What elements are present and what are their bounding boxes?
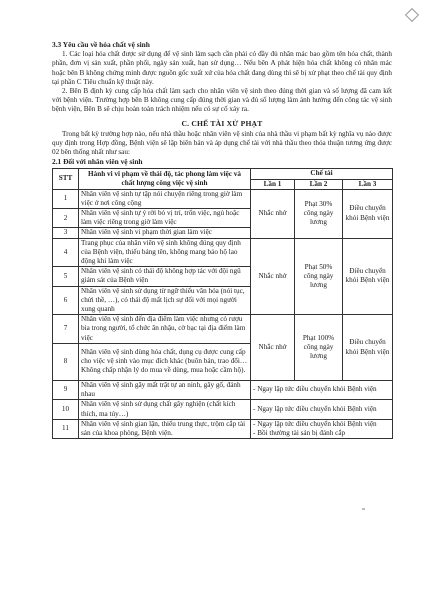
penalty-cell: - Ngay lập tức điều chuyển khỏi Bệnh viện - Bồi thường tài sản bị đánh cắp [251, 419, 393, 438]
table-row: 6 Nhân viên vệ sinh sử dụng từ ngữ thiếu văn hóa (nói tục, chửi thề, …), có thái độ mất lịch sự đối với mọi người xung quanh [53, 286, 393, 315]
penalty-cell: Phạt 30% công ngày lương [295, 189, 343, 238]
header-lan-3: Lần 3 [343, 179, 393, 189]
table-row: 11 Nhân viên vệ sinh gian lận, thiếu trung thực, trộm cắp tài sản của khoa phòng, Bệnh viện. - Ngay lập tức điều chuyển khỏi Bệnh viện - Bồi thường tài sản bị đánh cắp [53, 419, 393, 438]
table-row: 4 Trang phục của nhân viên vệ sinh không đúng quy định của Bệnh viện, thiếu bảng tên, không mang bảo hộ lao động khi làm việc Nhắc nhở Phạt 50% công ngày lương Điều chuyển khỏi Bệnh viện [53, 238, 393, 267]
table-row: 1 Nhân viên vệ sinh tự tập nói chuyện riêng trong giờ làm việc ở nơi công cộng Nhắc nhở Phạt 30% công ngày lương Điều chuyển khỏi Bệnh viện [53, 189, 393, 208]
penalty-cell: Phạt 100% công ngày lương [295, 315, 343, 381]
header-lan-2: Lần 2 [295, 179, 343, 189]
paragraph-chemicals-1: 1. Các loại hóa chất được sử dụng để vệ sinh làm sạch cần phải có đầy đủ nhãn mác bao gồm tên hóa chất, thành phần, đơn vị sản xuất, phần phối, ngày sản xuất, hạn sử dụng… Nếu bên A phát hiện hóa chất không có nhãn mác hoặc bên B không chứng minh được nguồn gốc xuất xứ của hóa chất đang dùng thì sẽ bị xử phạt theo chế tài quy định tại phần C Tiêu chuẩn kỹ thuật này. [52, 50, 392, 86]
penalty-table [52, 168, 393, 439]
table-row: 10 Nhân viên vệ sinh sử dụng chất gây nghiện (chất kích thích, ma túy…) - Ngay lập tức điều chuyển khỏi Bệnh viện [53, 400, 393, 419]
header-lan-1: Lần 1 [251, 179, 295, 189]
header-violation: Hành vi vi phạm về thái độ, tác phong làm việc và chất lượng công việc vệ sinh [79, 168, 251, 189]
penalty-cell: Nhắc nhở [251, 315, 295, 381]
penalty-cell: Phạt 50% công ngày lương [295, 238, 343, 315]
penalty-cell: - Ngay lập tức điều chuyển khỏi Bệnh viện [251, 380, 393, 399]
header-penalty: Chế tài [251, 168, 393, 179]
document-page [52, 40, 392, 439]
penalty-cell: Điều chuyển khỏi Bệnh viện [343, 238, 393, 315]
table-row: 5 Nhân viên vệ sinh có thái độ không hợp tác với đội ngũ giám sát của Bệnh viện [53, 267, 393, 286]
penalty-cell: Nhắc nhở [251, 189, 295, 238]
table-row: 8 Nhân viên vệ sinh dùng hóa chất, dụng cụ được cung cấp cho việc vệ sinh vào mục đích khác (buôn bán, trao đổi… Không chấp nhận lý do mua về dùng, mua hoặc cầm hộ). [53, 343, 393, 380]
penalty-cell: Điều chuyển khỏi Bệnh viện [343, 315, 393, 381]
penalty-cell: Nhắc nhở [251, 238, 295, 315]
table-row: 9 Nhân viên vệ sinh gây mất trật tự an ninh, gây gổ, đánh nhau - Ngay lập tức điều chuyển khỏi Bệnh viện [53, 380, 393, 399]
penalty-cell: Điều chuyển khỏi Bệnh viện [343, 189, 393, 238]
paragraph-chemicals-2: 2. Bên B định kỳ cung cấp hóa chất làm sạch cho nhân viên vệ sinh theo đúng thời gian và số lượng đã cam kết với bệnh viện. Trường hợp bên B không cung cấp đúng thời gian và đủ số lượng làm ảnh hưởng đến công tác vệ sinh bệnh viện, Bên B sẽ chịu hoàn toàn trách nhiệm nếu có sự cố xảy ra. [52, 87, 392, 114]
header-stt: STT [53, 168, 79, 189]
subsection-title-2-1: 2.1 Đối với nhân viên vệ sinh [52, 157, 143, 167]
table-row: 2 Nhân viên vệ sinh tự ý rời bỏ vị trí, trốn việc, ngủ hoặc làm việc riêng trong giờ làm việc [53, 209, 393, 228]
table-row: 3 Nhân viên vệ sinh vi phạm thời gian làm việc [53, 228, 393, 238]
section-title-3-3: 3.3 Yêu cầu về hóa chất vệ sinh [52, 40, 150, 49]
page-mark [362, 508, 365, 510]
section-title-c: C. CHẾ TÀI XỬ PHẠT [181, 118, 263, 128]
paragraph-penalty-intro: Trong bất kỳ trường hợp nào, nếu nhà thầu hoặc nhân viên vệ sinh của nhà thầu vi phạm bất kỳ nghĩa vụ nào được quy định trong Hợp đồng, Bệnh viện sẽ lập biên bản và áp dụng chế tài với nhà thầu theo thỏa thuận tương ứng được 02 bên thống nhất như sau: [52, 129, 392, 157]
corner-mark [405, 8, 419, 22]
table-row: 7 Nhân viên vệ sinh đến địa điểm làm việc nhưng có rượu bia trong người, tổ chức ăn nhậu, cờ bạc tại địa điểm làm việc Nhắc nhở Phạt 100% công ngày lương Điều chuyển khỏi Bệnh viện [53, 315, 393, 344]
penalty-cell: - Ngay lập tức điều chuyển khỏi Bệnh viện [251, 400, 393, 419]
